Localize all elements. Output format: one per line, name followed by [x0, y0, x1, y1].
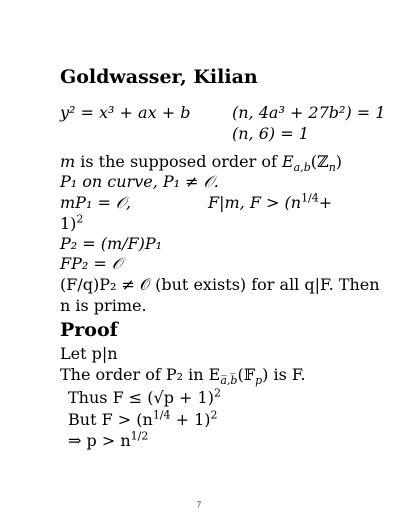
- multiple-identity-line: mP₁ = 𝒪,: [60, 193, 132, 212]
- curve-group-subscript: a,b: [293, 161, 311, 175]
- curve-equation: y² = x³ + ax + b: [60, 103, 191, 122]
- gcd-condition-six: (n, 6) = 1: [232, 124, 309, 143]
- but-line: [68, 410, 218, 430]
- thus-exponent: 2: [213, 386, 221, 400]
- thus-line: [68, 388, 221, 408]
- ring-subscript: n: [328, 161, 336, 175]
- order-definition-line: [60, 152, 343, 175]
- divisibility-bound-line: [208, 193, 332, 213]
- proof-field-symbol: (𝔽: [237, 365, 256, 384]
- curve-group: E: [281, 152, 294, 171]
- order-symbol: m: [60, 152, 76, 171]
- quotient-condition-line: (F/q)P₂ ≠ 𝒪 (but exists) for all q|F. Then: [60, 275, 380, 294]
- divisibility-bound-text: F|m, F > (n: [208, 193, 302, 212]
- thus-text: Thus F ≤ (√p + 1): [68, 388, 214, 407]
- proof-order-text: The order of P₂ in E: [60, 365, 221, 384]
- proof-order-subscript: a̅,b̅: [220, 374, 238, 388]
- but-exponent-outer: 2: [210, 408, 218, 422]
- proof-order-end: ) is F.: [262, 365, 306, 384]
- order-text: is the supposed order of: [75, 152, 282, 171]
- proof-order-line: [60, 365, 306, 388]
- divisibility-bound-exponent: 1/4: [301, 191, 319, 205]
- fp2-identity-line: FP₂ = 𝒪: [60, 254, 122, 273]
- ring-symbol: (ℤ: [310, 152, 329, 171]
- divisibility-bound-plus: +: [318, 193, 333, 212]
- bound-continuation-exponent: 2: [76, 212, 84, 226]
- proof-heading: Proof: [60, 319, 118, 341]
- p2-definition-line: P₂ = (m/F)P₁: [60, 234, 163, 253]
- proof-field-subscript: p: [255, 374, 263, 388]
- page-number: 7: [197, 500, 201, 509]
- implies-text: ⇒ p > n: [68, 431, 131, 450]
- point-on-curve-line: P₁ on curve, P₁ ≠ 𝒪.: [60, 172, 219, 191]
- gcd-condition-discriminant: (n, 4a³ + 27b²) = 1: [232, 103, 386, 122]
- primality-conclusion-line: n is prime.: [60, 296, 147, 315]
- page-title: Goldwasser, Kilian: [60, 66, 258, 88]
- implies-line: [68, 431, 148, 451]
- bound-continuation-line: [60, 214, 83, 234]
- but-text-cont: + 1): [170, 410, 211, 429]
- ring-close: ): [335, 152, 343, 171]
- implies-exponent: 1/2: [130, 429, 149, 443]
- but-exponent: 1/4: [152, 408, 171, 422]
- bound-continuation-text: 1): [60, 214, 77, 233]
- but-text: But F > (n: [68, 410, 153, 429]
- proof-let-line: Let p|n: [60, 344, 118, 363]
